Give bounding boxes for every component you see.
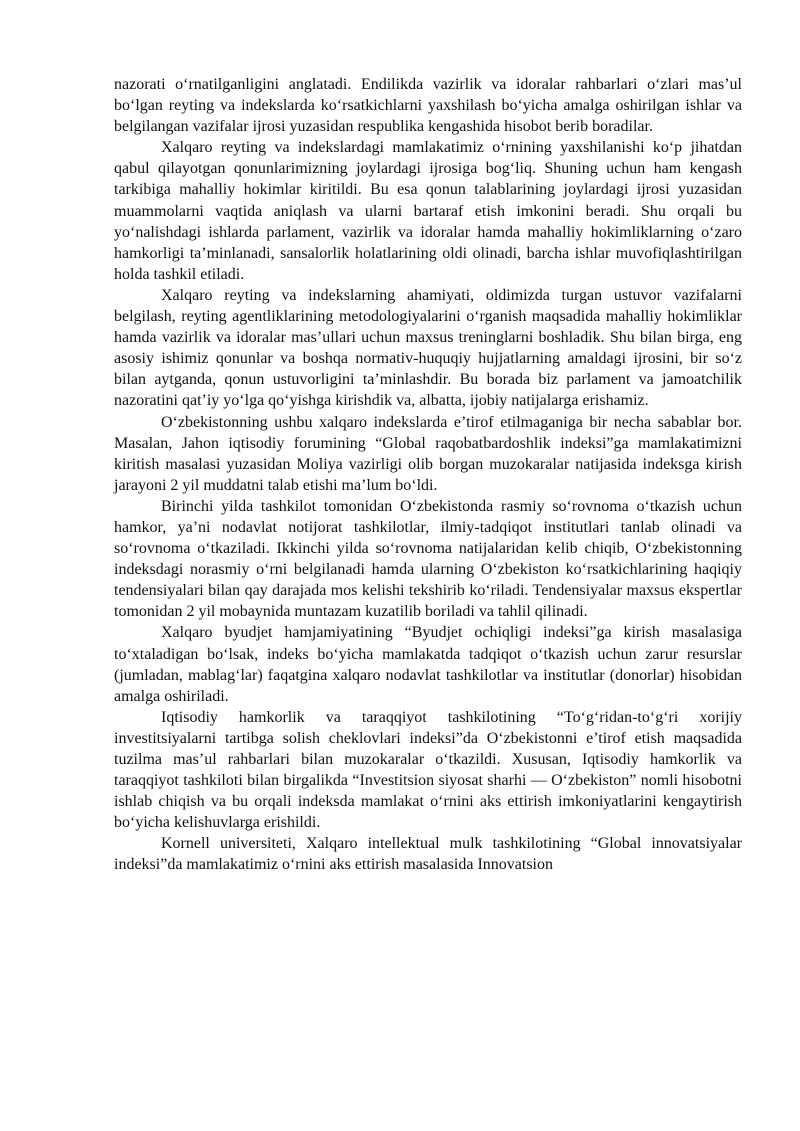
document-page <box>114 74 742 876</box>
paragraph: Xalqaro byudjet hamjamiyatining “Byudjet ochiqligi indeksi”ga kirish masalasiga to‘xtaladigan bo‘lsak, indeks bo‘yicha mamlakatda tadqiqot o‘tkazish uchun zarur resurslar (jumladan, mablag‘lar) faqatgina xalqaro nodavlat tashkilotlar va institutlar (donorlar) hisobidan amalga oshiriladi. <box>114 624 742 705</box>
paragraph-continuation: nazorati o‘rnatilganligini anglatadi. Endilikda vazirlik va idoralar rahbarlari o‘zlari mas’ul bo‘lgan reyting va indekslarda ko‘rsatkichlarni yaxshilash bo‘yicha amalga oshirilgan ishlar va belgilangan vazifalar ijrosi yuzasidan respublika kengashida hisobot berib boradilar. <box>114 76 742 136</box>
paragraph: Kornell universiteti, Xalqaro intellektual mulk tashkilotining “Global innovatsiyalar indeksi”da mamlakatimiz o‘rnini aks ettirish masalasida Innovatsion <box>114 835 742 874</box>
paragraph: Xalqaro reyting va indekslarning ahamiyati, oldimizda turgan ustuvor vazifalarni belgilash, reyting agentliklarining metodologiyalarini o‘rganish maqsadida mahalliy hokimliklar hamda vazirlik va idoralar mas’ullari uchun maxsus treninglarni boshladik. Shu bilan birga, eng asosiy ishimiz qonunlar va boshqa normativ-huquqiy hujjatlarning amaldagi ijrosini, bir so‘z bilan aytganda, qonun ustuvorligini ta’minlashdir. Bu borada biz parlament va jamoatchilik nazoratini qat’iy yo‘lga qo‘yishga kirishdik va, albatta, ijobiy natijalarga erishamiz. <box>114 286 742 410</box>
paragraph: Iqtisodiy hamkorlik va taraqqiyot tashkilotining “To‘g‘ridan-to‘g‘ri xorijiy investitsiyalarni tartibga solish cheklovlari indeksi”da O‘zbekistonni e’tirof etish maqsadida tuzilma mas’ul rahbarlari bilan muzokaralar o‘tkazildi. Xususan, Iqtisodiy hamkorlik va taraqqiyot tashkiloti bilan birgalikda “Investitsion siyosat sharhi — O‘zbekiston” nomli hisobotni ishlab chiqish va bu orqali indeksda mamlakat o‘rnini aks ettirish imkoniyatlarini kengaytirish bo‘yicha kelishuvlarga erishildi. <box>114 708 742 832</box>
paragraph: Birinchi yilda tashkilot tomonidan O‘zbekistonda rasmiy so‘rovnoma o‘tkazish uchun hamkor, ya’ni nodavlat notijorat tashkilotlar, ilmiy-tadqiqot institutlari tanlab olinadi va so‘rovnoma o‘tkaziladi. Ikkinchi yilda so‘rovnoma natijalaridan kelib chiqib, O‘zbekistonning indeksdagi norasmiy o‘rni belgilanadi hamda ularning O‘zbekiston ko‘rsatkichlarining haqiqiy tendensiyalari bilan qay darajada mos kelishi tekshirib ko‘riladi. Tendensiyalar maxsus ekspertlar tomonidan 2 yil mobaynida muntazam kuzatilib boriladi va tahlil qilinadi. <box>114 497 742 621</box>
paragraph: Xalqaro reyting va indekslardagi mamlakatimiz o‘rnining yaxshilanishi ko‘p jihatdan qabul qilayotgan qonunlarimizning joylardagi ijrosiga bog‘liq. Shuning uchun ham kengash tarkibiga mahalliy hokimlar kiritildi. Bu esa qonun talablarining joylardagi ijrosi yuzasidan muammolarni vaqtida aniqlash va ularni bartaraf etish imkonini beradi. Shu orqali bu yo‘nalishdagi ishlarda parlament, vazirlik va idoralar hamda mahalliy hokimliklarning o‘zaro hamkorligi ta’minlanadi, sansalorlik holatlarining oldi olinadi, barcha ishlar muvofiqlashtirilgan holda tashkil etiladi. <box>114 139 742 283</box>
paragraph: O‘zbekistonning ushbu xalqaro indekslarda e’tirof etilmaganiga bir necha sabablar bor. Masalan, Jahon iqtisodiy forumining “Global raqobatbardoshlik indeksi”ga mamlakatimizni kiritish masalasi yuzasidan Moliya vazirligi olib borgan muzokaralar natijasida indeksga kirish jarayoni 2 yil muddatni talab etishi ma’lum bo‘ldi. <box>114 413 742 494</box>
